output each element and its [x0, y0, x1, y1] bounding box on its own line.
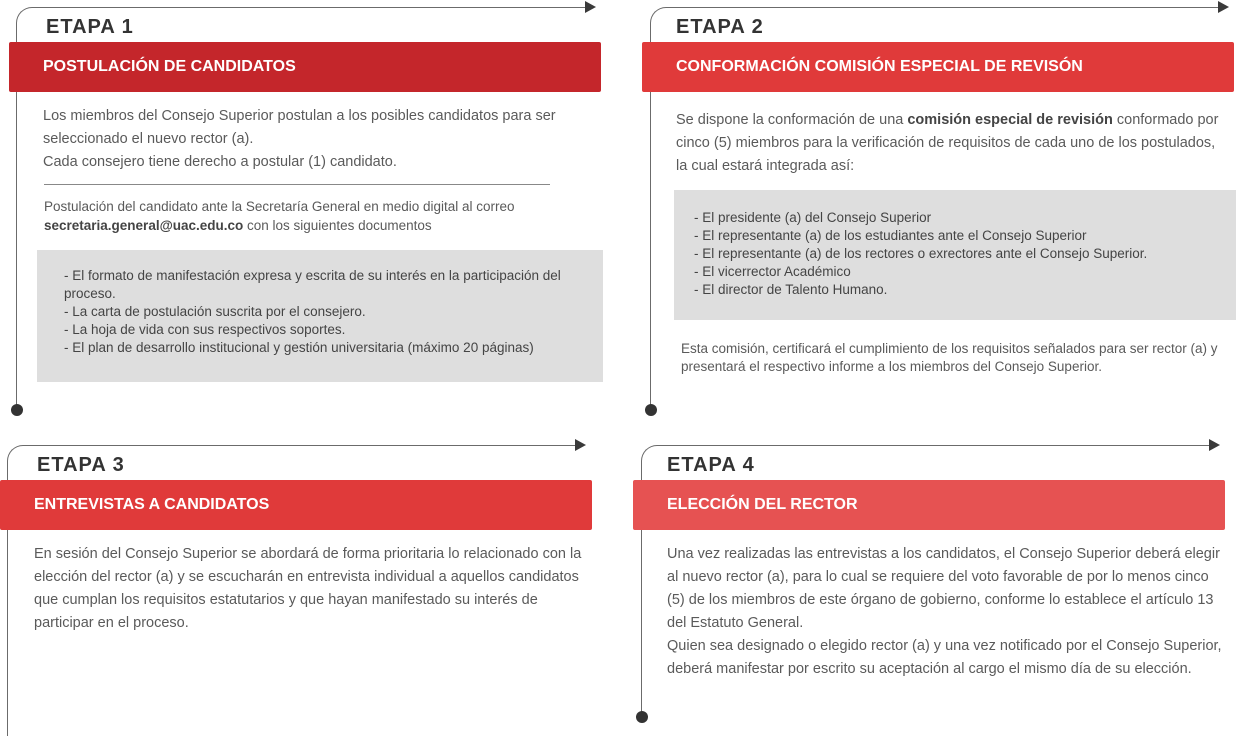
stage3-paragraph: En sesión del Consejo Superior se abordará de forma prioritaria lo relacionado con la elección del rector (a) y se escucharán en entrevista individual a aquellos candidatos que cumplan los requisitos estatutarios y que hayan manifestado su interés de participar en el proceso. [34, 546, 582, 631]
stage2-intro-bold: comisión especial de revisión [907, 112, 1113, 128]
stage1-note-prefix: Postulación del candidato ante la Secretaría General en medio digital al correo [44, 199, 515, 214]
list-item: - El presidente (a) del Consejo Superior [694, 210, 932, 225]
stage1-paragraph-line: Cada consejero tiene derecho a postular (1) candidato. [43, 154, 397, 170]
stage1-arrow-icon [585, 1, 596, 13]
list-item: - El plan de desarrollo institucional y gestión universitaria (máximo 20 páginas) [64, 340, 534, 355]
stage4-title-banner: ELECCIÓN DEL RECTOR [633, 480, 1225, 530]
stage1-paragraph [43, 105, 608, 174]
stage2-arrow-icon [1218, 1, 1229, 13]
stage1-note-suffix: con los siguientes documentos [243, 218, 432, 233]
stage1-divider [44, 184, 550, 185]
stage4-paragraph-1: Una vez realizadas las entrevistas a los candidatos, el Consejo Superior deberá elegir al nuevo rector (a), para lo cual se requiere del voto favorable de por lo menos cinco (5) de los miembros de este órgano de gobierno, conforme lo establece el artículo 13 del Estatuto General. [667, 546, 1220, 631]
stage3-title-banner: ENTREVISTAS A CANDIDATOS [0, 480, 592, 530]
list-item: - El vicerrector Académico [694, 264, 851, 279]
list-item: - La carta de postulación suscrita por el consejero. [64, 304, 366, 319]
stage2-closing: Esta comisión, certificará el cumplimiento de los requisitos señalados para ser rector (a) y presentará el respectivo informe a los miembros del Consejo Superior. [681, 341, 1218, 374]
stage4-paragraph-2: Quien sea designado o elegido rector (a) y una vez notificado por el Consejo Superior, deberá manifestar por escrito su aceptación al cargo el mismo día de su elección. [667, 638, 1222, 677]
stage1-label: ETAPA 1 [40, 16, 140, 39]
stage3-arrow-icon [575, 439, 586, 451]
stage4-arrow-icon [1209, 439, 1220, 451]
stage2-title-banner: CONFORMACIÓN COMISIÓN ESPECIAL DE REVISÓN [642, 42, 1234, 92]
stage2-intro-suffix: conformado por cinco (5) miembros para la verificación de requisitos de cada uno de los postulados, la cual estará integrada así: [676, 112, 1219, 174]
stage1-title-banner: POSTULACIÓN DE CANDIDATOS [9, 42, 601, 92]
list-item: - El representante (a) de los rectores o exrectores ante el Consejo Superior. [694, 246, 1148, 261]
stage2-intro-prefix: Se dispone la conformación de una [676, 112, 908, 128]
stage1-paragraph-line: Los miembros del Consejo Superior postulan a los posibles candidatos para ser seleccionado el nuevo rector (a). [43, 108, 556, 147]
stage4-end-dot-icon [636, 711, 648, 723]
stage2-label: ETAPA 2 [670, 16, 770, 39]
stage1-documents-box [37, 250, 603, 382]
stage2-members-box [674, 190, 1236, 320]
stage3-label: ETAPA 3 [31, 454, 131, 477]
stage4-label: ETAPA 4 [661, 454, 761, 477]
list-item: - El formato de manifestación expresa y escrita de su interés en la participación del proceso. [64, 268, 561, 301]
list-item: - La hoja de vida con sus respectivos soportes. [64, 322, 346, 337]
list-item: - El director de Talento Humano. [694, 282, 888, 297]
stage2-end-dot-icon [645, 404, 657, 416]
stage1-end-dot-icon [11, 404, 23, 416]
stage4-paragraph [667, 543, 1223, 681]
stage2-intro [676, 109, 1228, 178]
list-item: - El representante (a) de los estudiantes ante el Consejo Superior [694, 228, 1087, 243]
stage1-note [44, 197, 604, 235]
stage1-email[interactable]: secretaria.general@uac.edu.co [44, 218, 244, 233]
